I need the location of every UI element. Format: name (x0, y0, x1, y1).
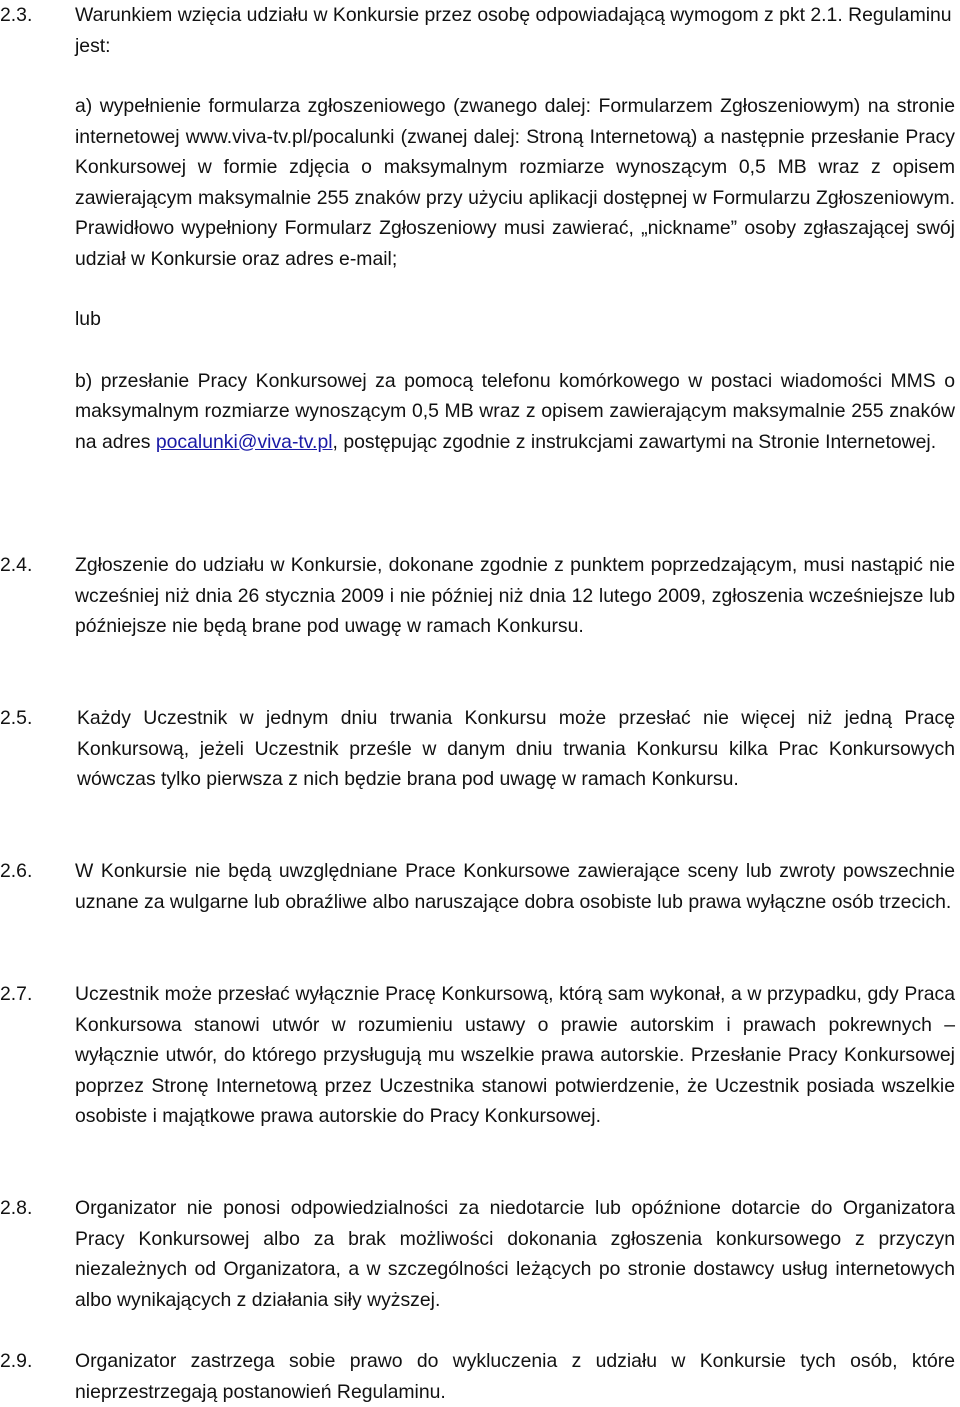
section-text: Zgłoszenie do udziału w Konkursie, dokonane zgodnie z punktem poprzedzającym, musi nastąpić nie wcześniej niż dnia 26 stycznia 2009 i nie później niż dnia 12 lutego 2009, zgłoszenia wcześniejsze lub późniejsze nie będą brane pod uwagę w ramach Konkursu. (75, 554, 955, 637)
section-body (75, 0, 955, 457)
option-a: a) wypełnienie formularza zgłoszeniowego (zwanego dalej: Formularzem Zgłoszeniowym) na stronie internetowej www.viva-tv.pl/pocalunki (zwanej dalej: Stroną Internetową) a następnie przesłanie Pracy Konkursowej w formie zdjęcia o maksymalnym rozmiarze wynoszącym 0,5 MB wraz z opisem zawierającym maksymalnie 255 znaków przy użyciu aplikacji dostępnej w Formularzu Zgłoszeniowym. Prawidłowo wypełniony Formularz Zgłoszeniowy musi zawierać, „nickname” osoby zgłaszającej swój udział w Konkursie oraz adres e-mail; (75, 95, 955, 270)
option-b (75, 366, 955, 458)
section-body (75, 1346, 955, 1407)
section-number: 2.9. (0, 1350, 33, 1372)
or-word: lub (75, 308, 101, 330)
section-intro: Warunkiem wzięcia udziału w Konkursie przez osobę odpowiadającą wymogom z pkt 2.1. Regulaminu jest: (75, 4, 952, 57)
section-text: Organizator nie ponosi odpowiedzialności za niedotarcie lub opóźnione dotarcie do Organizatora Pracy Konkursowej albo za brak możliwości dokonania zgłoszenia konkursowego z przyczyn niezależnych od Organizatora, a w szczególności leżących po stronie dostawcy usług internetowych albo wynikających z działania siły wyższej. (75, 1197, 955, 1311)
option-b-text: b) przesłanie Pracy Konkursowej za pomocą telefonu komórkowego w postaci wiadomości MMS o maksymalnym rozmiarze wynoszącym 0,5 MB wraz z opisem zawierającym maksymalnie 255 znaków na adres (75, 369, 955, 453)
option-b-text-end: , postępując zgodnie z instrukcjami zawartymi na Stronie Internetowej. (332, 430, 937, 453)
section-number: 2.8. (0, 1197, 33, 1219)
section-text: Uczestnik może przesłać wyłącznie Pracę Konkursową, którą sam wykonał, a w przypadku, gdy Praca Konkursowa stanowi utwór w rozumieniu ustawy o prawie autorskim i prawach pokrewnych – wyłącznie utwór, do którego przysługują mu wszelkie prawa autorskie. Przesłanie Pracy Konkursowej poprzez Stronę Internetową przez Uczestnika stanowi potwierdzenie, że Uczestnik posiada wszelkie osobiste i majątkowe prawa autorskie do Pracy Konkursowej. (75, 983, 955, 1127)
section-number: 2.6. (0, 860, 33, 882)
section-number: 2.4. (0, 554, 33, 576)
section-body (75, 1193, 955, 1315)
email-link[interactable]: pocalunki@viva-tv.pl (155, 430, 333, 453)
section-number: 2.5. (0, 707, 33, 729)
section-body (77, 703, 955, 795)
section-body (75, 550, 955, 642)
section-body (75, 856, 955, 917)
section-number: 2.7. (0, 983, 33, 1005)
section-text: Organizator zastrzega sobie prawo do wykluczenia z udziału w Konkursie tych osób, które nieprzestrzegają postanowień Regulaminu. (75, 1350, 955, 1403)
section-text: Każdy Uczestnik w jednym dniu trwania Konkursu może przesłać nie więcej niż jedną Pracę Konkursową, jeżeli Uczestnik prześle w danym dniu trwania Konkursu kilka Prac Konkursowych wówczas tylko pierwsza z nich będzie brana pod uwagę w ramach Konkursu. (77, 707, 955, 790)
section-number: 2.3. (0, 4, 33, 26)
section-body (75, 979, 955, 1132)
section-text: W Konkursie nie będą uwzględniane Prace Konkursowe zawierające sceny lub zwroty powszechnie uznane za wulgarne lub obraźliwe albo naruszające dobra osobiste lub prawa wyłączne osób trzecich. (75, 860, 955, 913)
